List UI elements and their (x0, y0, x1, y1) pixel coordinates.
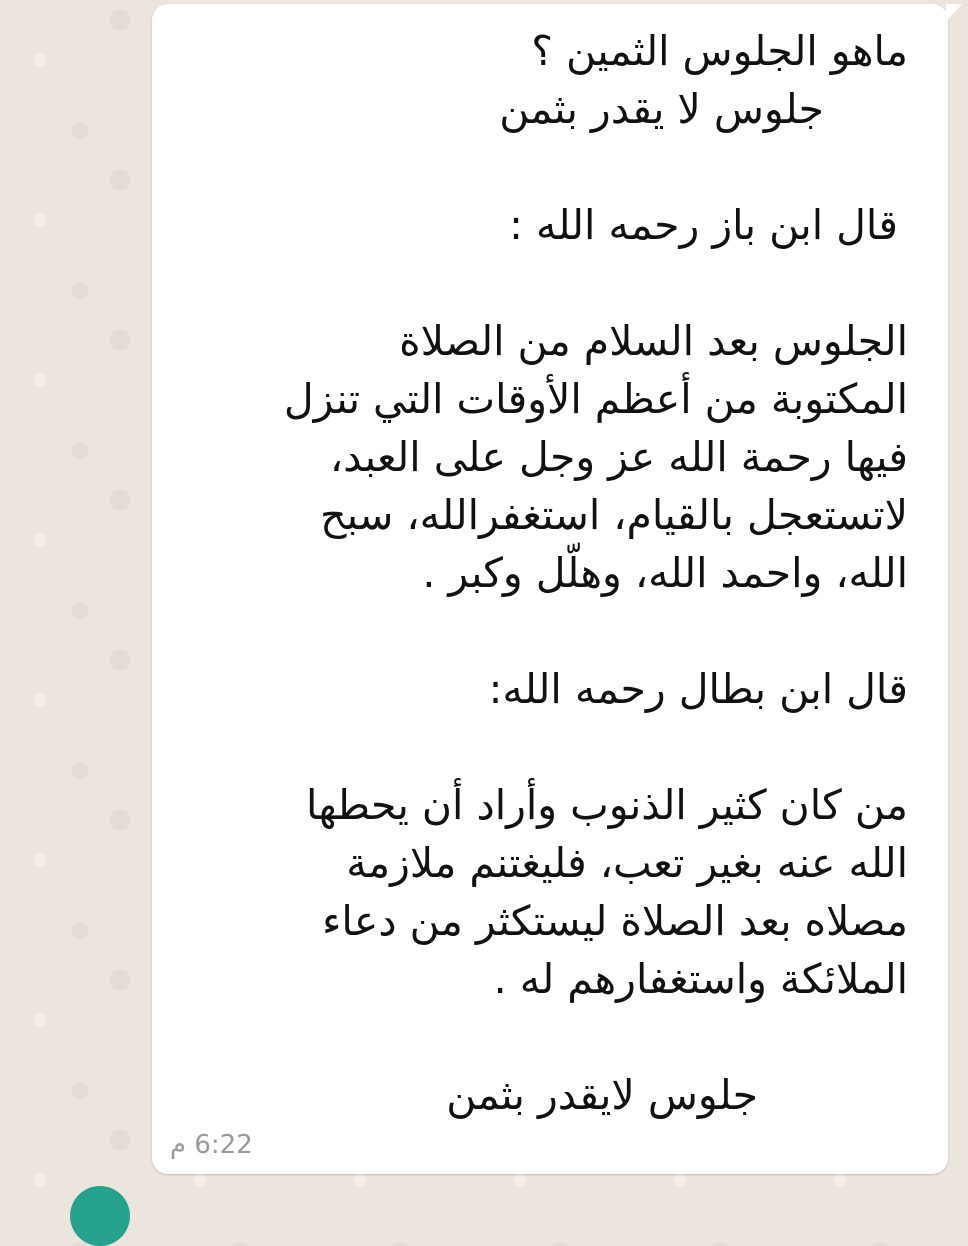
message-line-body: الله عنه بغير تعب، فليغتنم ملازمة (346, 839, 908, 887)
message-timestamp: 6:22 م (170, 1130, 253, 1160)
message-line-body: فيها رحمة الله عز وجل على العبد، (329, 433, 908, 481)
message-line-body: لاتستعجل بالقيام، استغفرالله، سبح (320, 491, 908, 539)
message-line-blank (188, 602, 908, 660)
message-line-body: الله، واحمد الله، وهلّل وكبر . (422, 549, 908, 597)
message-line-blank (188, 718, 908, 776)
message-line-body: المكتوبة من أعظم الأوقات التي تنزل (283, 375, 908, 423)
message-line-quote-title-1: قال ابن باز رحمه الله : (509, 201, 898, 249)
message-line-blank (188, 254, 908, 312)
scroll-button[interactable] (70, 1186, 130, 1246)
message-line-body: الملائكة واستغفارهم له . (493, 955, 908, 1003)
message-text (188, 22, 908, 1124)
message-line-body: مصلاه بعد الصلاة ليستكثر من دعاء (322, 897, 908, 945)
message-line-body: الجلوس بعد السلام من الصلاة (399, 317, 908, 365)
message-line-answer: جلوس لا يقدر بثمن (499, 85, 824, 133)
message-bubble[interactable] (152, 4, 948, 1174)
message-line-body: من كان كثير الذنوب وأراد أن يحطها (305, 781, 908, 829)
message-line-blank (188, 1008, 908, 1066)
message-line-blank (188, 138, 908, 196)
message-line-question: ماهو الجلوس الثمين ؟ (531, 27, 908, 75)
message-line-quote-title-2: قال ابن بطال رحمه الله: (488, 665, 908, 713)
message-line-closing: جلوس لايقدر بثمن (446, 1071, 758, 1119)
